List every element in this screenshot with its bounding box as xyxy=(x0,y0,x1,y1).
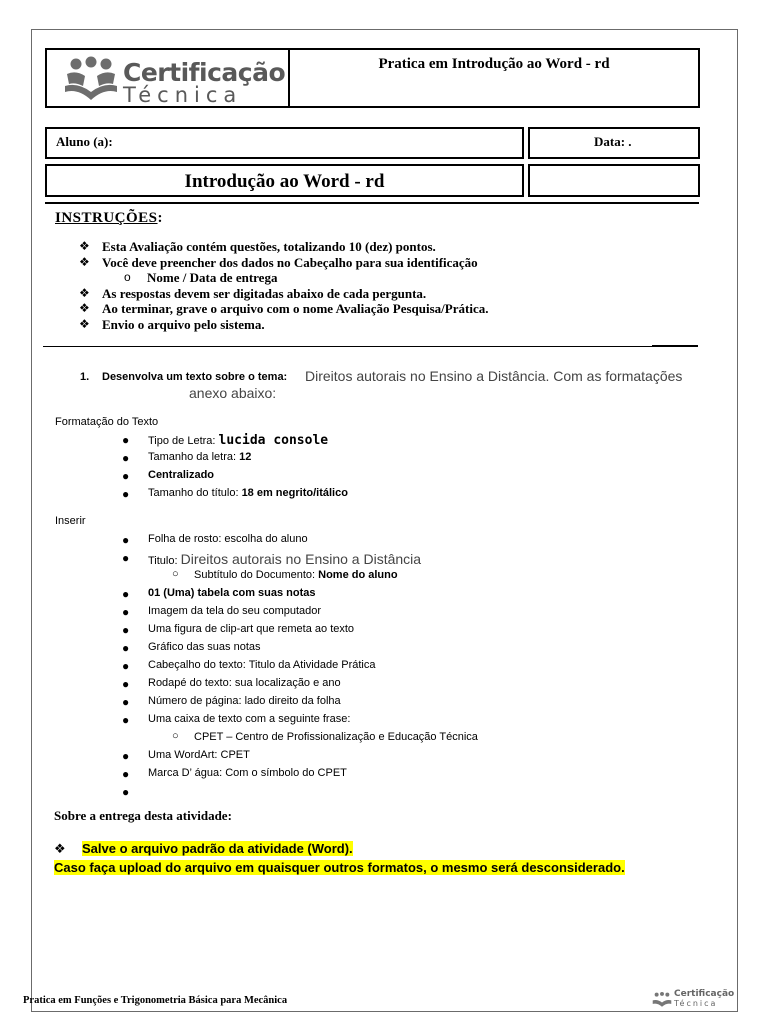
list-subitem: o Nome / Data de entrega xyxy=(124,270,278,285)
diamond-bullet-icon: ❖ xyxy=(79,254,90,269)
sub-bullet: o xyxy=(124,270,131,284)
grade-cell[interactable] xyxy=(528,164,700,197)
bullet-icon: ● xyxy=(122,749,130,763)
list-item: ❖ As respostas devem ser digitadas abaixo de cada pergunta. xyxy=(79,285,427,301)
diamond-bullet-icon: ❖ xyxy=(79,301,90,315)
bullet-icon: ● xyxy=(122,785,130,799)
footer-text: Pratica em Funções e Trigonometria Básica para Mecânica xyxy=(23,995,288,1006)
subject-cell xyxy=(45,164,524,197)
data-field[interactable] xyxy=(528,127,700,159)
bullet-icon: ● xyxy=(122,451,130,465)
bullet-icon: ● xyxy=(122,695,130,709)
logo-cell xyxy=(45,48,289,108)
divider xyxy=(43,346,698,347)
logo-text-line2: Técnica xyxy=(123,83,243,107)
diamond-bullet-icon: ❖ xyxy=(54,842,66,857)
entrega-heading: Sobre a entrega desta atividade: xyxy=(54,808,232,823)
data-label: Data: . xyxy=(594,134,632,149)
bullet-icon: ● xyxy=(122,641,130,655)
aluno-field[interactable] xyxy=(45,127,524,159)
people-book-icon xyxy=(63,56,119,102)
bullet-icon: ● xyxy=(122,533,130,547)
list-item: ❖ Ao terminar, grave o arquivo com o nome Avaliação Pesquisa/Prática. xyxy=(79,301,489,316)
entrega-line-2: Caso faça upload do arquivo em quaisquer outros formatos, o mesmo será desconsiderado. xyxy=(54,860,625,875)
bullet-icon: ● xyxy=(122,713,130,727)
bullet-icon: ● xyxy=(122,659,130,673)
bullet-icon: ● xyxy=(122,623,130,637)
bullet-icon: ● xyxy=(122,605,130,619)
certificacao-tecnica-logo xyxy=(63,56,286,107)
bullet-icon: ● xyxy=(122,767,130,781)
inserir-label: Inserir xyxy=(55,515,86,527)
divider-accent xyxy=(652,345,698,347)
bullet-icon: ● xyxy=(122,487,130,501)
instructions-heading: INSTRUÇÕES: xyxy=(55,210,164,226)
diamond-bullet-icon: ❖ xyxy=(79,239,90,253)
aluno-label: Aluno (a): xyxy=(56,134,113,149)
diamond-bullet-icon: ❖ xyxy=(79,316,90,331)
bullet-icon: ● xyxy=(122,551,130,565)
entrega-line-1: ❖ Salve o arquivo padrão da atividade (Word). xyxy=(54,841,353,857)
subject-title: Introdução ao Word - rd xyxy=(184,171,385,192)
logo-text-line1: Certificação xyxy=(123,58,286,87)
formatacao-label: Formatação do Texto xyxy=(55,416,159,428)
question-theme: Direitos autorais no Ensino a Distância. Com as formatações xyxy=(305,368,683,384)
circle-bullet-icon: ○ xyxy=(172,568,179,580)
people-book-icon xyxy=(652,990,672,1010)
divider xyxy=(45,202,699,204)
bullet-icon: ● xyxy=(122,469,130,483)
footer-logo: Certificação Técnica xyxy=(652,988,732,1012)
bullet-icon: ● xyxy=(122,677,130,691)
bullet-icon: ● xyxy=(122,433,130,447)
question-theme-cont: anexo abaixo: xyxy=(189,385,277,401)
question-number: 1. xyxy=(80,371,90,383)
list-item: ❖ Você deve preencher dos dados no Cabeçalho para sua identificação xyxy=(79,254,478,270)
title-cell xyxy=(288,48,700,108)
list-item: ❖ Envio o arquivo pelo sistema. xyxy=(79,316,265,332)
instructions-list xyxy=(79,239,679,332)
diamond-bullet-icon: ❖ xyxy=(79,285,90,300)
list-item: ❖ Esta Avaliação contém questões, totalizando 10 (dez) pontos. xyxy=(79,239,436,254)
circle-bullet-icon: ○ xyxy=(172,730,179,742)
question-lead: Desenvolva um texto sobre o tema: xyxy=(102,371,288,383)
bullet-icon: ● xyxy=(122,587,130,601)
document-title: Pratica em Introdução ao Word - rd xyxy=(378,56,610,72)
